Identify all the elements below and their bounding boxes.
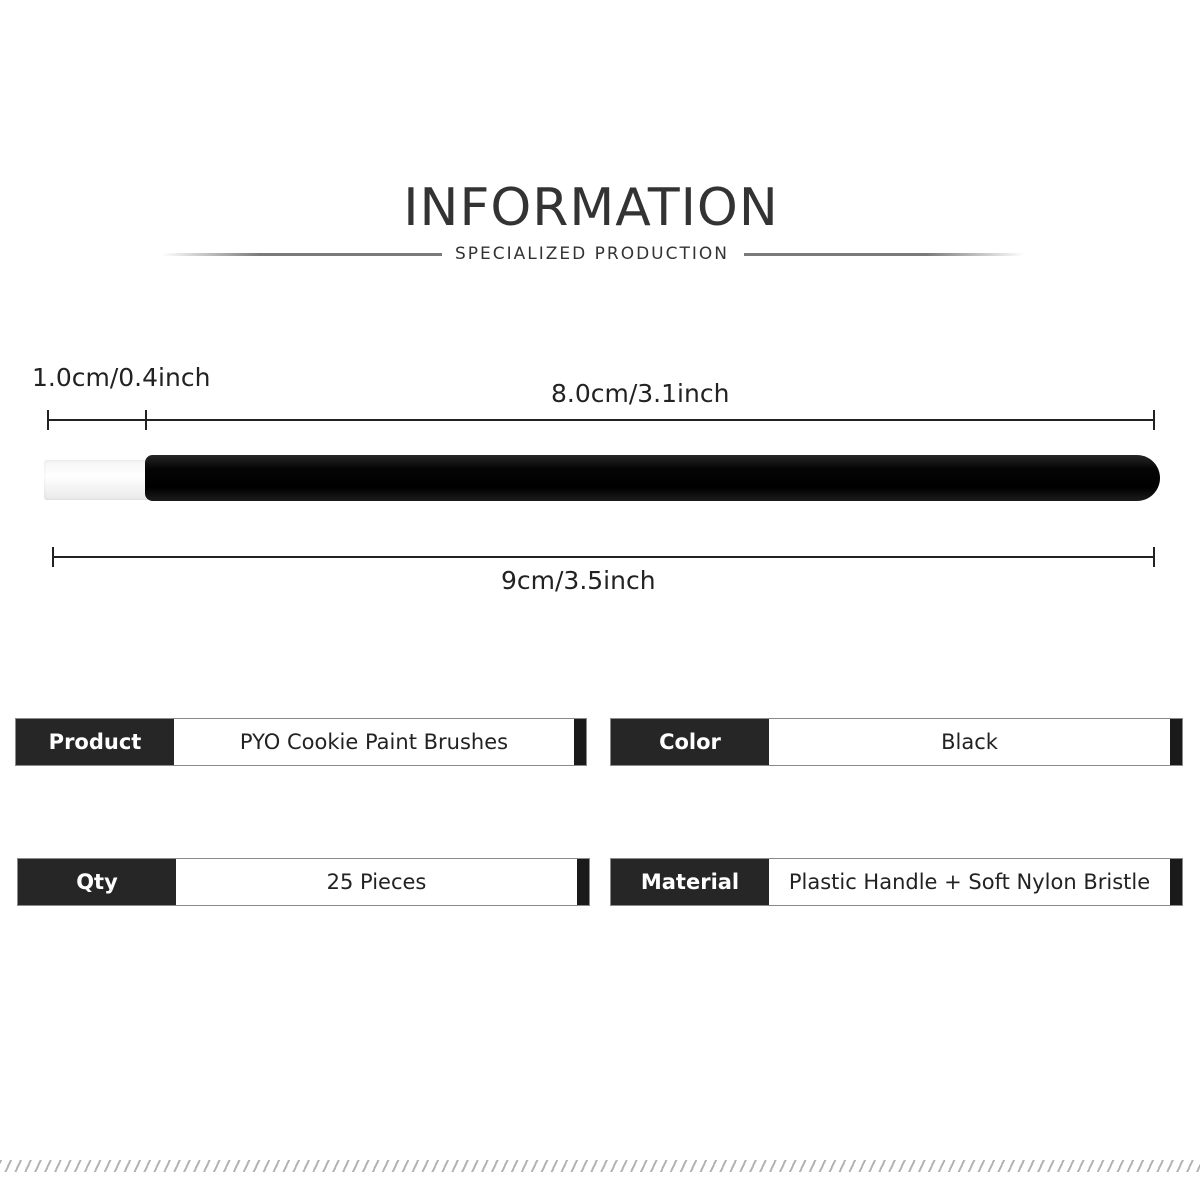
brush-handle — [145, 455, 1160, 501]
spec-color-label: Color — [611, 719, 769, 765]
spec-material-endcap — [1170, 859, 1182, 905]
tick-total-end — [1153, 547, 1155, 567]
spec-color — [610, 718, 1183, 766]
spec-material-value: Plastic Handle + Soft Nylon Bristle — [788, 870, 1151, 894]
decorative-hatch-border — [0, 1160, 1200, 1172]
spec-qty — [17, 858, 590, 906]
title-divider-left — [162, 253, 442, 256]
top-dimension-rule — [48, 419, 1155, 421]
spec-product-value: PYO Cookie Paint Brushes — [239, 730, 509, 754]
spec-material-label: Material — [611, 859, 769, 905]
spec-qty-value: 25 Pieces — [326, 870, 427, 894]
brush-bristle — [44, 460, 148, 500]
handle-length-label: 8.0cm/3.1inch — [551, 379, 730, 408]
page-title: INFORMATION — [403, 178, 779, 238]
tick-start — [47, 410, 49, 430]
spec-color-endcap — [1170, 719, 1182, 765]
total-length-label: 9cm/3.5inch — [501, 566, 656, 595]
spec-material — [610, 858, 1183, 906]
spec-product — [15, 718, 587, 766]
bristle-length-label: 1.0cm/0.4inch — [32, 363, 211, 392]
spec-color-value: Black — [941, 730, 998, 754]
title-divider-right — [744, 253, 1024, 256]
spec-qty-endcap — [577, 859, 589, 905]
spec-qty-label: Qty — [18, 859, 176, 905]
tick-total-start — [52, 547, 54, 567]
page-subtitle: SPECIALIZED PRODUCTION — [454, 244, 729, 264]
brush-illustration — [44, 455, 1160, 505]
bottom-dimension-rule — [53, 556, 1155, 558]
spec-product-endcap — [574, 719, 586, 765]
spec-product-label: Product — [16, 719, 174, 765]
tick-end — [1153, 410, 1155, 430]
tick-bristle-end — [145, 410, 147, 430]
